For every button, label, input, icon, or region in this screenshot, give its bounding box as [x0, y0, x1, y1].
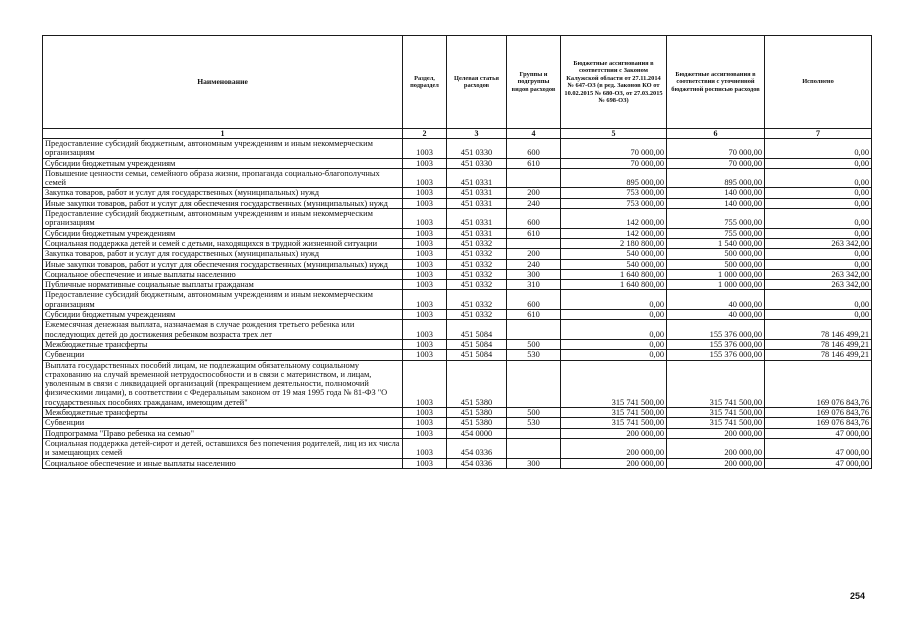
row-law-allocation: 200 000,00 [561, 428, 667, 438]
row-target: 451 0332 [447, 238, 507, 248]
row-refined-allocation: 200 000,00 [667, 428, 765, 438]
row-group: 200 [507, 249, 561, 259]
row-refined-allocation: 155 376 000,00 [667, 350, 765, 360]
row-executed: 0,00 [765, 249, 872, 259]
row-section: 1003 [403, 188, 447, 198]
row-law-allocation: 70 000,00 [561, 158, 667, 168]
row-group: 610 [507, 158, 561, 168]
row-refined-allocation: 200 000,00 [667, 458, 765, 468]
row-group: 300 [507, 458, 561, 468]
row-group: 610 [507, 228, 561, 238]
row-name: Иные закупки товаров, работ и услуг для обеспечения государственных (муниципальных) нужд [43, 259, 403, 269]
row-refined-allocation: 895 000,00 [667, 168, 765, 188]
row-law-allocation: 0,00 [561, 320, 667, 340]
row-target: 451 5380 [447, 408, 507, 418]
row-group: 600 [507, 139, 561, 159]
row-group: 530 [507, 350, 561, 360]
table-row [43, 249, 872, 259]
page-number: 254 [850, 591, 866, 601]
column-number: 7 [765, 129, 872, 139]
row-section: 1003 [403, 350, 447, 360]
row-law-allocation: 2 180 800,00 [561, 238, 667, 248]
row-name: Социальная поддержка детей и семей с детьми, находящихся в трудной жизненной ситуации [43, 238, 403, 248]
row-target: 451 0331 [447, 188, 507, 198]
table-row [43, 339, 872, 349]
row-executed: 263 342,00 [765, 238, 872, 248]
header-target: Целевая статья расходов [447, 36, 507, 129]
table-row [43, 238, 872, 248]
row-executed: 0,00 [765, 168, 872, 188]
row-section: 1003 [403, 360, 447, 407]
row-executed: 0,00 [765, 198, 872, 208]
row-section: 1003 [403, 198, 447, 208]
table-row [43, 310, 872, 320]
header-section: Раздел, подраздел [403, 36, 447, 129]
row-group: 200 [507, 188, 561, 198]
table-row [43, 188, 872, 198]
row-name: Субсидии бюджетным учреждениям [43, 228, 403, 238]
header-row [43, 36, 872, 129]
header-executed: Исполнено [765, 36, 872, 129]
row-group: 500 [507, 408, 561, 418]
row-section: 1003 [403, 238, 447, 248]
row-executed: 263 342,00 [765, 269, 872, 279]
row-name: Субвенции [43, 350, 403, 360]
row-law-allocation: 1 640 800,00 [561, 269, 667, 279]
table-row [43, 458, 872, 468]
row-section: 1003 [403, 320, 447, 340]
row-refined-allocation: 755 000,00 [667, 209, 765, 229]
table-row [43, 408, 872, 418]
column-number: 1 [43, 129, 403, 139]
row-section: 1003 [403, 158, 447, 168]
header-name: Наименование [43, 36, 403, 129]
row-group: 610 [507, 310, 561, 320]
row-name: Субсидии бюджетным учреждениям [43, 158, 403, 168]
row-group: 530 [507, 418, 561, 428]
row-executed: 169 076 843,76 [765, 418, 872, 428]
row-section: 1003 [403, 259, 447, 269]
row-section: 1003 [403, 209, 447, 229]
row-target: 451 0331 [447, 198, 507, 208]
row-group [507, 168, 561, 188]
row-target: 451 5380 [447, 418, 507, 428]
row-refined-allocation: 200 000,00 [667, 438, 765, 458]
row-target: 451 0331 [447, 209, 507, 229]
row-name: Иные закупки товаров, работ и услуг для обеспечения государственных (муниципальных) нужд [43, 198, 403, 208]
row-executed: 0,00 [765, 310, 872, 320]
row-target: 451 0331 [447, 168, 507, 188]
budget-sheet [42, 35, 871, 469]
row-refined-allocation: 315 741 500,00 [667, 408, 765, 418]
row-section: 1003 [403, 249, 447, 259]
row-group: 600 [507, 209, 561, 229]
row-name: Публичные нормативные социальные выплаты гражданам [43, 280, 403, 290]
row-section: 1003 [403, 428, 447, 438]
row-name: Повышение ценности семьи, семейного образа жизни, пропаганда социально-благополучных семей [43, 168, 403, 188]
row-group [507, 360, 561, 407]
row-executed: 0,00 [765, 228, 872, 238]
row-name: Субсидии бюджетным учреждениям [43, 310, 403, 320]
row-name: Социальное обеспечение и иные выплаты населению [43, 458, 403, 468]
row-name: Межбюджетные трансферты [43, 408, 403, 418]
table-row [43, 418, 872, 428]
row-section: 1003 [403, 339, 447, 349]
row-name: Субвенции [43, 418, 403, 428]
row-section: 1003 [403, 168, 447, 188]
row-target: 451 5084 [447, 339, 507, 349]
row-law-allocation: 895 000,00 [561, 168, 667, 188]
row-target: 451 5084 [447, 350, 507, 360]
header-refined-allocations: Бюджетные ассигнования в соответствии с уточненной бюджетной росписью расходов [667, 36, 765, 129]
row-target: 451 0332 [447, 249, 507, 259]
table-row [43, 209, 872, 229]
row-law-allocation: 540 000,00 [561, 259, 667, 269]
row-executed: 78 146 499,21 [765, 350, 872, 360]
row-law-allocation: 200 000,00 [561, 438, 667, 458]
row-executed: 0,00 [765, 259, 872, 269]
row-name: Межбюджетные трансферты [43, 339, 403, 349]
row-target: 451 0332 [447, 280, 507, 290]
row-group: 240 [507, 198, 561, 208]
row-law-allocation: 0,00 [561, 290, 667, 310]
row-target: 454 0000 [447, 428, 507, 438]
row-name: Закупка товаров, работ и услуг для государственных (муниципальных) нужд [43, 249, 403, 259]
row-refined-allocation: 155 376 000,00 [667, 320, 765, 340]
table-row [43, 290, 872, 310]
header-groups: Группы и подгруппы видов расходов [507, 36, 561, 129]
row-target: 454 0336 [447, 458, 507, 468]
row-group: 240 [507, 259, 561, 269]
row-section: 1003 [403, 139, 447, 159]
table-row [43, 228, 872, 238]
row-refined-allocation: 1 000 000,00 [667, 280, 765, 290]
row-executed: 47 000,00 [765, 428, 872, 438]
column-number: 2 [403, 129, 447, 139]
row-refined-allocation: 70 000,00 [667, 158, 765, 168]
row-law-allocation: 70 000,00 [561, 139, 667, 159]
row-executed: 47 000,00 [765, 438, 872, 458]
row-refined-allocation: 500 000,00 [667, 249, 765, 259]
row-target: 451 0331 [447, 228, 507, 238]
row-target: 451 5380 [447, 360, 507, 407]
row-target: 451 0332 [447, 269, 507, 279]
row-law-allocation: 0,00 [561, 350, 667, 360]
table-row [43, 158, 872, 168]
row-section: 1003 [403, 418, 447, 428]
row-refined-allocation: 155 376 000,00 [667, 339, 765, 349]
row-group [507, 438, 561, 458]
row-refined-allocation: 1 000 000,00 [667, 269, 765, 279]
row-group: 500 [507, 339, 561, 349]
row-law-allocation: 315 741 500,00 [561, 418, 667, 428]
row-law-allocation: 315 741 500,00 [561, 408, 667, 418]
row-section: 1003 [403, 458, 447, 468]
table-row [43, 198, 872, 208]
row-law-allocation: 753 000,00 [561, 188, 667, 198]
table-row [43, 269, 872, 279]
row-target: 451 0330 [447, 139, 507, 159]
row-law-allocation: 0,00 [561, 339, 667, 349]
row-group: 600 [507, 290, 561, 310]
row-name: Закупка товаров, работ и услуг для государственных (муниципальных) нужд [43, 188, 403, 198]
column-number: 3 [447, 129, 507, 139]
table-row [43, 139, 872, 159]
row-target: 451 5084 [447, 320, 507, 340]
row-section: 1003 [403, 408, 447, 418]
table-row [43, 428, 872, 438]
table-row [43, 320, 872, 340]
row-refined-allocation: 40 000,00 [667, 290, 765, 310]
column-number: 4 [507, 129, 561, 139]
row-executed: 47 000,00 [765, 458, 872, 468]
row-executed: 0,00 [765, 158, 872, 168]
row-executed: 0,00 [765, 188, 872, 198]
row-name: Выплата государственных пособий лицам, не подлежащим обязательному социальному страхованию на случай временной нетрудоспособности и в связи с материнством, и лицам, уволенным в связи с ликвидацией организаций (прекращением деятельности, полномочий физическими лицами), в соответствии с Федеральным законом от 19 мая 1995 года № 81-ФЗ "О государственных пособиях гражданам, имеющим детей" [43, 360, 403, 407]
row-group [507, 428, 561, 438]
row-name: Предоставление субсидий бюджетным, автономным учреждениям и иным некоммерческим организациям [43, 290, 403, 310]
row-law-allocation: 142 000,00 [561, 209, 667, 229]
table-row [43, 350, 872, 360]
row-section: 1003 [403, 310, 447, 320]
row-target: 451 0330 [447, 158, 507, 168]
row-refined-allocation: 315 741 500,00 [667, 418, 765, 428]
row-refined-allocation: 70 000,00 [667, 139, 765, 159]
row-executed: 0,00 [765, 290, 872, 310]
row-section: 1003 [403, 228, 447, 238]
row-refined-allocation: 755 000,00 [667, 228, 765, 238]
row-executed: 78 146 499,21 [765, 320, 872, 340]
row-law-allocation: 0,00 [561, 310, 667, 320]
row-law-allocation: 1 640 800,00 [561, 280, 667, 290]
table-row [43, 280, 872, 290]
row-law-allocation: 200 000,00 [561, 458, 667, 468]
row-target: 454 0336 [447, 438, 507, 458]
row-section: 1003 [403, 269, 447, 279]
row-executed: 0,00 [765, 209, 872, 229]
row-section: 1003 [403, 438, 447, 458]
row-group: 300 [507, 269, 561, 279]
header-law-allocations: Бюджетные ассигнования в соответствии с Законом Калужской области от 27.11.2014 № 647-ОЗ (в ред. Законов КО от 10.02.2015 № 680-ОЗ, от 27.03.2015 № 698-ОЗ) [561, 36, 667, 129]
row-name: Ежемесячная денежная выплата, назначаемая в случае рождения третьего ребенка или последующих детей до достижения ребенком возраста трех лет [43, 320, 403, 340]
row-name: Социальное обеспечение и иные выплаты населению [43, 269, 403, 279]
table-row [43, 259, 872, 269]
row-law-allocation: 142 000,00 [561, 228, 667, 238]
column-number: 5 [561, 129, 667, 139]
row-refined-allocation: 40 000,00 [667, 310, 765, 320]
row-target: 451 0332 [447, 290, 507, 310]
row-executed: 169 076 843,76 [765, 408, 872, 418]
row-name: Социальная поддержка детей-сирот и детей, оставшихся без попечения родителей, лиц из их числа и замещающих семей [43, 438, 403, 458]
row-refined-allocation: 140 000,00 [667, 188, 765, 198]
row-name: Подпрограмма "Право ребенка на семью" [43, 428, 403, 438]
row-executed: 0,00 [765, 139, 872, 159]
row-name: Предоставление субсидий бюджетным, автономным учреждениям и иным некоммерческим организациям [43, 139, 403, 159]
row-name: Предоставление субсидий бюджетным, автономным учреждениям и иным некоммерческим организациям [43, 209, 403, 229]
budget-table [42, 35, 872, 469]
row-law-allocation: 753 000,00 [561, 198, 667, 208]
column-number: 6 [667, 129, 765, 139]
table-row [43, 438, 872, 458]
row-law-allocation: 540 000,00 [561, 249, 667, 259]
row-executed: 78 146 499,21 [765, 339, 872, 349]
row-group: 310 [507, 280, 561, 290]
row-target: 451 0332 [447, 259, 507, 269]
row-group [507, 320, 561, 340]
row-refined-allocation: 500 000,00 [667, 259, 765, 269]
table-row [43, 168, 872, 188]
row-target: 451 0332 [447, 310, 507, 320]
row-refined-allocation: 315 741 500,00 [667, 360, 765, 407]
row-executed: 169 076 843,76 [765, 360, 872, 407]
row-law-allocation: 315 741 500,00 [561, 360, 667, 407]
row-refined-allocation: 140 000,00 [667, 198, 765, 208]
row-refined-allocation: 1 540 000,00 [667, 238, 765, 248]
table-row [43, 360, 872, 407]
row-group [507, 238, 561, 248]
column-number-row [43, 129, 872, 139]
row-section: 1003 [403, 280, 447, 290]
row-executed: 263 342,00 [765, 280, 872, 290]
row-section: 1003 [403, 290, 447, 310]
